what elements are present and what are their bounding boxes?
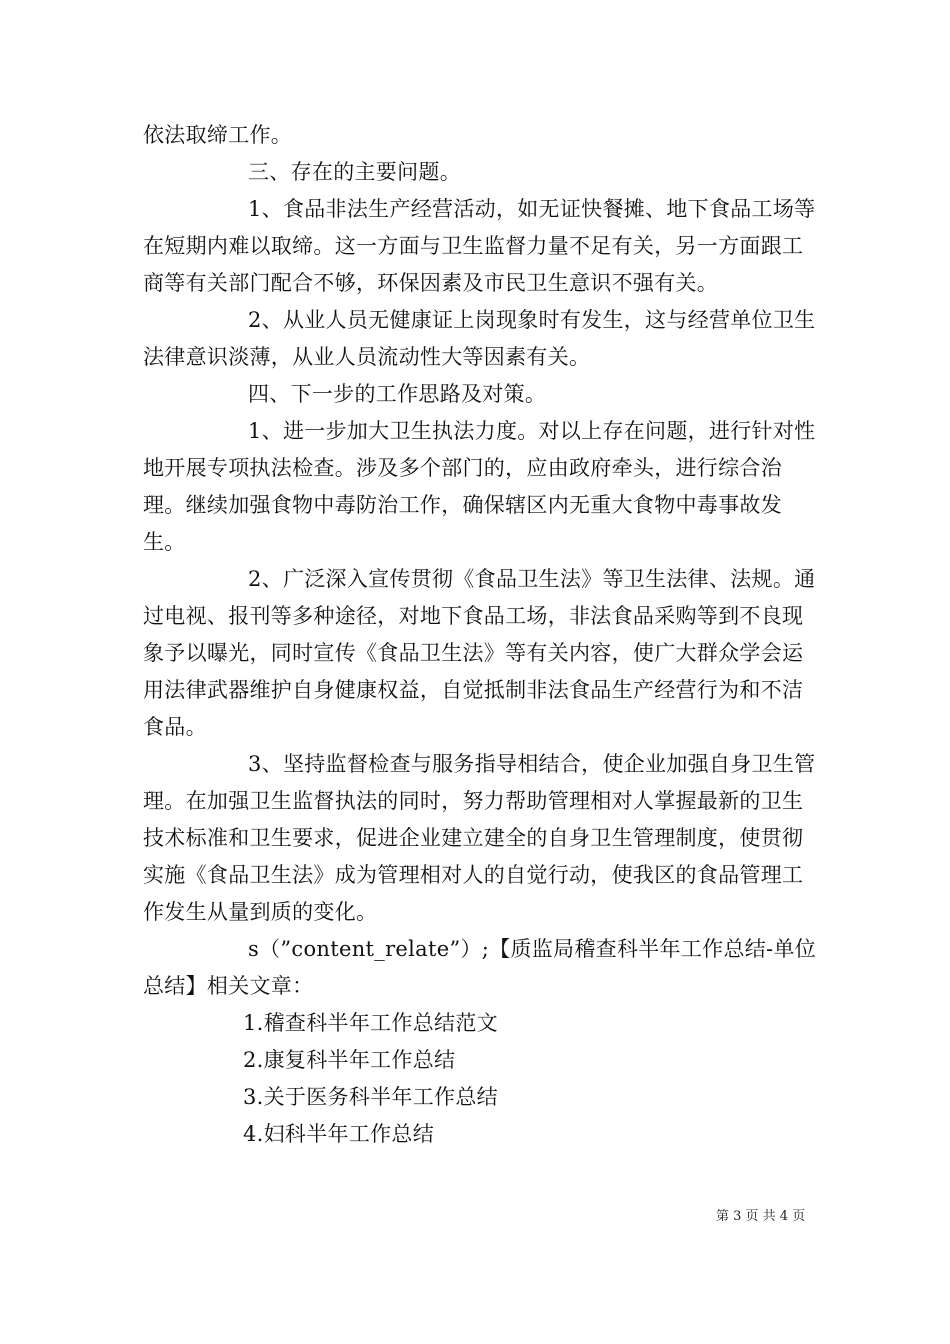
related-article-link[interactable]: 3.关于医务科半年工作总结 [243,1085,498,1109]
paragraph: 3、坚持监督检查与服务指导相结合，使企业加强自身卫生管理。在加强卫生监督执法的同时，努力帮助管理相对人掌握最新的卫生技术标准和卫生要求，促进企业建立建全的自身卫生管理制度，使贯彻实施《食品卫生法》成为管理相对人的自觉行动，使我区的食品管理工作发生从量到质的变化。 [143,752,816,924]
page-number: 第 3 页 共 4 页 [716,1209,806,1224]
paragraph: 依法取缔工作。 [143,123,293,147]
section-heading-problems: 三、存在的主要问题。 [248,160,461,184]
paragraph: 1、进一步加大卫生执法力度。对以上存在问题，进行针对性地开展专项执法检查。涉及多个部门的，应由政府牵头，进行综合治理。继续加强食物中毒防治工作，确保辖区内无重大食物中毒事故发生。 [143,419,816,554]
paragraph: 2、广泛深入宣传贯彻《食品卫生法》等卫生法律、法规。通过电视、报刊等多种途径，对地下食品工场，非法食品采购等到不良现象予以曝光，同时宣传《食品卫生法》等有关内容，使广大群众学会运用法律武器维护自身健康权益，自觉抵制非法食品生产经营行为和不洁食品。 [143,567,816,739]
section-heading-next-steps: 四、下一步的工作思路及对策。 [248,382,547,406]
related-articles-list [143,1005,823,1153]
related-article-link[interactable]: 1.稽查科半年工作总结范文 [243,1011,498,1035]
document-body [143,117,823,1153]
related-article-link[interactable]: 2.康复科半年工作总结 [243,1048,456,1072]
related-articles-heading: s（”content_relate”）;【质监局稽查科半年工作总结-单位总结】相关文章： [143,937,817,998]
related-article-link[interactable]: 4.妇科半年工作总结 [243,1122,435,1146]
paragraph: 1、食品非法生产经营活动，如无证快餐摊、地下食品工场等在短期内难以取缔。这一方面与卫生监督力量不足有关，另一方面跟工商等有关部门配合不够，环保因素及市民卫生意识不强有关。 [143,197,816,295]
paragraph: 2、从业人员无健康证上岗现象时有发生，这与经营单位卫生法律意识淡薄，从业人员流动性大等因素有关。 [143,308,816,369]
